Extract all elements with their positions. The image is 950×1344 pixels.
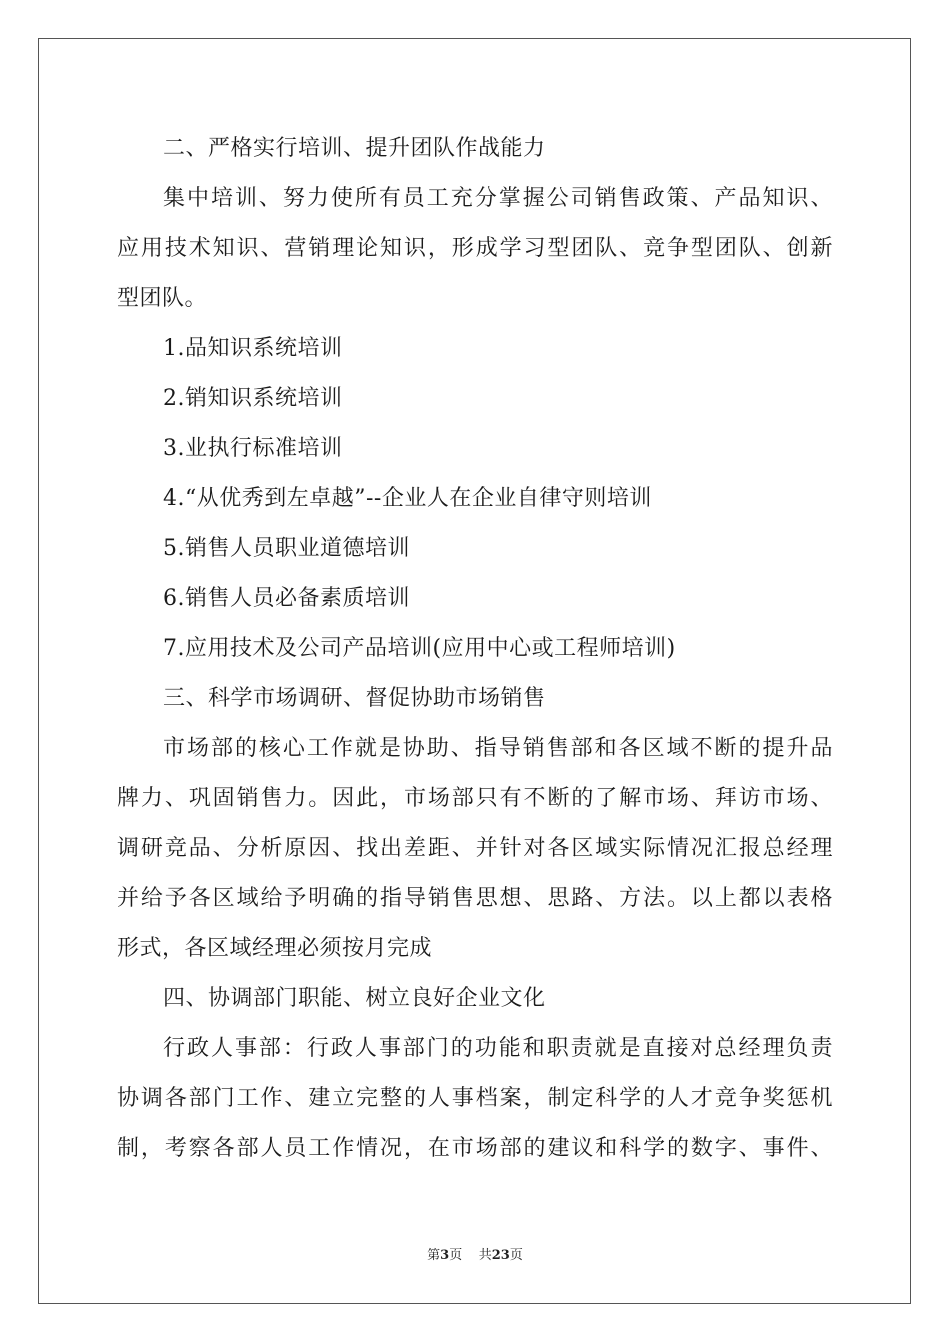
total-label-suffix: 页 [509, 1248, 523, 1263]
text-line: 3.业执行标准培训 [163, 436, 343, 461]
page-footer [0, 1246, 950, 1266]
text-line: 制，考察各部人员工作情况，在市场部的建议和科学的数字、事件、 [117, 1136, 833, 1161]
text-line: 牌力、巩固销售力。因此，市场部只有不断的了解市场、拜访市场、 [117, 786, 833, 811]
total-page-count: 23 [491, 1248, 510, 1263]
total-label-prefix: 共 [478, 1248, 492, 1263]
text-line: 行政人事部：行政人事部门的功能和职责就是直接对总经理负责 [163, 1036, 833, 1061]
page-label-suffix: 页 [449, 1248, 463, 1263]
text-line: 调研竞品、分析原因、找出差距、并针对各区域实际情况汇报总经理 [117, 836, 833, 861]
text-line: 形式，各区域经理必须按月完成 [117, 936, 433, 961]
text-line: 三、科学市场调研、督促协助市场销售 [163, 686, 546, 711]
text-line: 二、严格实行培训、提升团队作战能力 [163, 136, 546, 161]
text-line: 应用技术知识、营销理论知识，形成学习型团队、竞争型团队、创新 [117, 236, 833, 261]
page-label-prefix: 第 [427, 1248, 441, 1263]
text-line: 型团队。 [117, 286, 208, 311]
text-line: 6.销售人员必备素质培训 [163, 586, 410, 611]
text-line: 4.“从优秀到左卓越”--企业人在企业自律守则培训 [163, 486, 652, 511]
text-line: 1.品知识系统培训 [163, 336, 343, 361]
text-line: 并给予各区域给予明确的指导销售思想、思路、方法。以上都以表格 [117, 886, 833, 911]
text-line: 协调各部门工作、建立完整的人事档案，制定科学的人才竞争奖惩机 [117, 1086, 833, 1111]
document-body [117, 124, 833, 1174]
text-line: 市场部的核心工作就是协助、指导销售部和各区域不断的提升品 [163, 736, 833, 761]
current-page-number: 3 [440, 1248, 450, 1263]
text-line: 5.销售人员职业道德培训 [163, 536, 410, 561]
text-line: 7.应用技术及公司产品培训(应用中心或工程师培训) [163, 636, 676, 661]
text-line: 四、协调部门职能、树立良好企业文化 [163, 986, 546, 1011]
text-line: 集中培训、努力使所有员工充分掌握公司销售政策、产品知识、 [163, 186, 833, 211]
text-line: 2.销知识系统培训 [163, 386, 343, 411]
